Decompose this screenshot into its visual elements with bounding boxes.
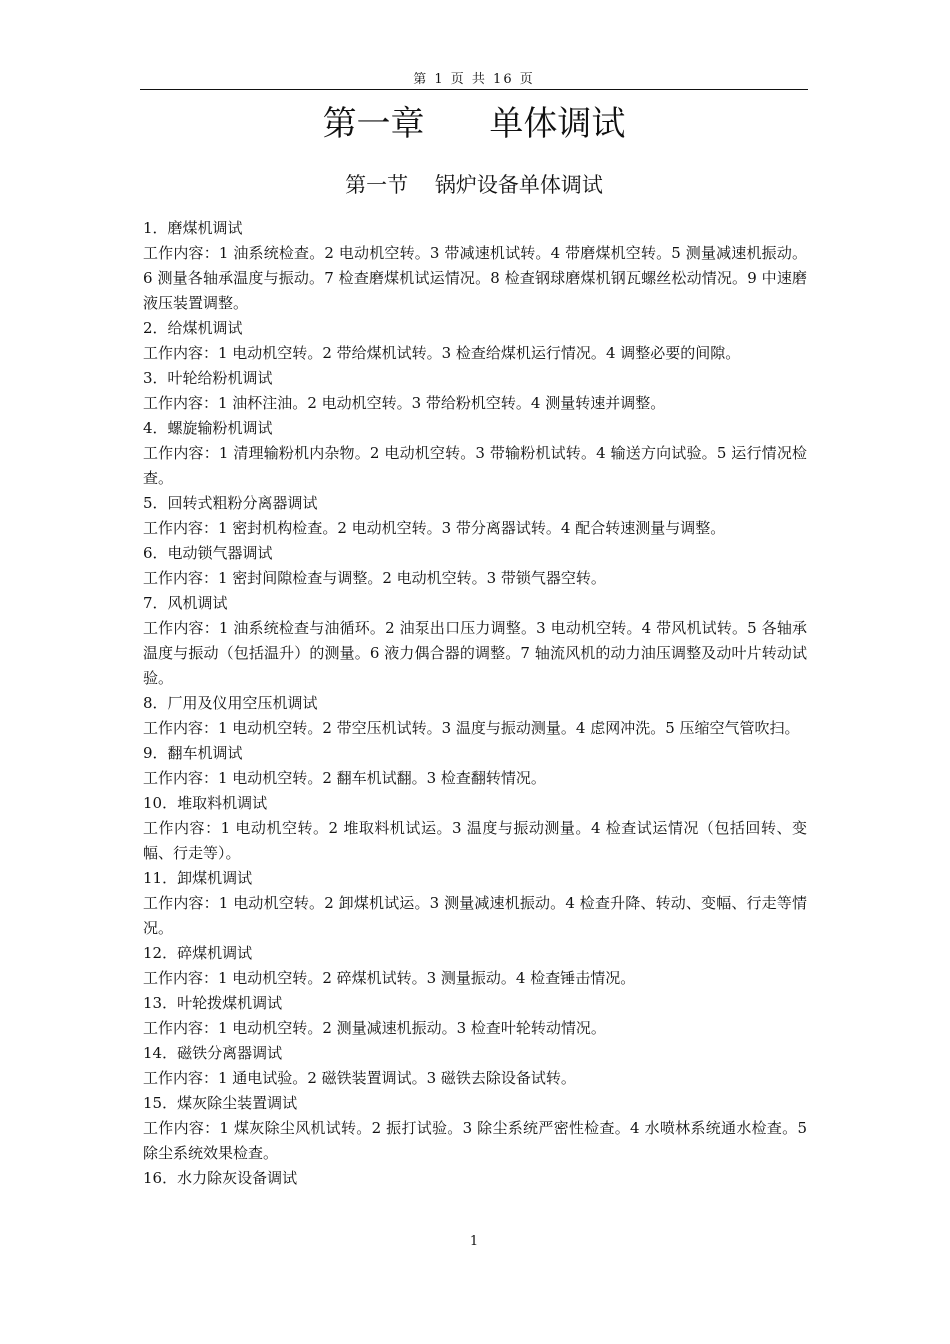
item-body: 工作内容：1 密封机构检查。2 电动机空转。3 带分离器试转。4 配合转速测量与调整。 [143,519,726,537]
item-4 [143,416,807,491]
item-heading: 3．叶轮给粉机调试 [143,369,273,387]
item-body: 工作内容：1 油系统检查。2 电动机空转。3 带减速机试转。4 带磨煤机空转。5 测量减速机振动。6 测量各轴承温度与振动。7 检查磨煤机试运情况。8 检查钢球磨煤机钢瓦螺丝松动情况。9 中速磨液压装置调整。 [143,244,807,312]
chapter-title: 第一章 单体调试 [322,104,626,144]
item-16 [143,1166,807,1191]
document-body [143,216,807,1191]
item-heading: 9．翻车机调试 [143,744,243,762]
item-heading: 10．堆取料机调试 [143,794,268,812]
item-6 [143,541,807,591]
item-body: 工作内容：1 电动机空转。2 碎煤机试转。3 测量振动。4 检查锤击情况。 [143,969,636,987]
item-heading: 2．给煤机调试 [143,319,243,337]
item-13 [143,991,807,1041]
item-3 [143,366,807,416]
item-body: 工作内容：1 电动机空转。2 堆取料机试运。3 温度与振动测量。4 检查试运情况（包括回转、变幅、行走等）。 [143,819,807,862]
header-rule [140,89,808,90]
page-number: 1 [469,1234,479,1249]
item-heading: 5．回转式粗粉分离器调试 [143,494,318,512]
item-7 [143,591,807,691]
item-11 [143,866,807,941]
item-body: 工作内容：1 电动机空转。2 测量减速机振动。3 检查叶轮转动情况。 [143,1019,606,1037]
item-heading: 1．磨煤机调试 [143,219,243,237]
item-1 [143,216,807,316]
item-body: 工作内容：1 清理输粉机内杂物。2 电动机空转。3 带输粉机试转。4 输送方向试验。5 运行情况检查。 [143,444,807,487]
item-body: 工作内容：1 油系统检查与油循环。2 油泵出口压力调整。3 电动机空转。4 带风机试转。5 各轴承温度与振动（包括温升）的测量。6 液力偶合器的调整。7 轴流风机的动力油压调整及动叶片转动试验。 [143,619,807,687]
item-heading: 14．磁铁分离器调试 [143,1044,283,1062]
item-heading: 8．厂用及仪用空压机调试 [143,694,318,712]
item-heading: 7．风机调试 [143,594,228,612]
item-heading: 11．卸煤机调试 [143,869,253,887]
item-body: 工作内容：1 电动机空转。2 卸煤机试运。3 测量减速机振动。4 检查升降、转动、变幅、行走等情况。 [143,894,807,937]
section-title: 第一节 锅炉设备单体调试 [345,173,603,197]
item-body: 工作内容：1 密封间隙检查与调整。2 电动机空转。3 带锁气器空转。 [143,569,606,587]
item-heading: 4．螺旋输粉机调试 [143,419,273,437]
item-body: 工作内容：1 电动机空转。2 带给煤机试转。3 检查给煤机运行情况。4 调整必要的间隙。 [143,344,741,362]
item-14 [143,1041,807,1091]
item-heading: 13．叶轮拨煤机调试 [143,994,283,1012]
item-5 [143,491,807,541]
item-body: 工作内容：1 电动机空转。2 带空压机试转。3 温度与振动测量。4 虑网冲洗。5 压缩空气管吹扫。 [143,719,800,737]
item-2 [143,316,807,366]
item-9 [143,741,807,791]
item-heading: 15．煤灰除尘装置调试 [143,1094,298,1112]
item-15 [143,1091,807,1166]
item-10 [143,791,807,866]
item-body: 工作内容：1 电动机空转。2 翻车机试翻。3 检查翻转情况。 [143,769,546,787]
item-heading: 16．水力除灰设备调试 [143,1169,298,1187]
item-body: 工作内容：1 通电试验。2 磁铁装置调试。3 磁铁去除设备试转。 [143,1069,576,1087]
item-body: 工作内容：1 油杯注油。2 电动机空转。3 带给粉机空转。4 测量转速并调整。 [143,394,666,412]
item-body: 工作内容：1 煤灰除尘风机试转。2 振打试验。3 除尘系统严密性检查。4 水喷林系统通水检查。5 除尘系统效果检查。 [143,1119,807,1162]
item-heading: 6．电动锁气器调试 [143,544,273,562]
item-heading: 12．碎煤机调试 [143,944,253,962]
item-12 [143,941,807,991]
page-header: 第 1 页 共 16 页 [413,72,535,87]
item-8 [143,691,807,741]
